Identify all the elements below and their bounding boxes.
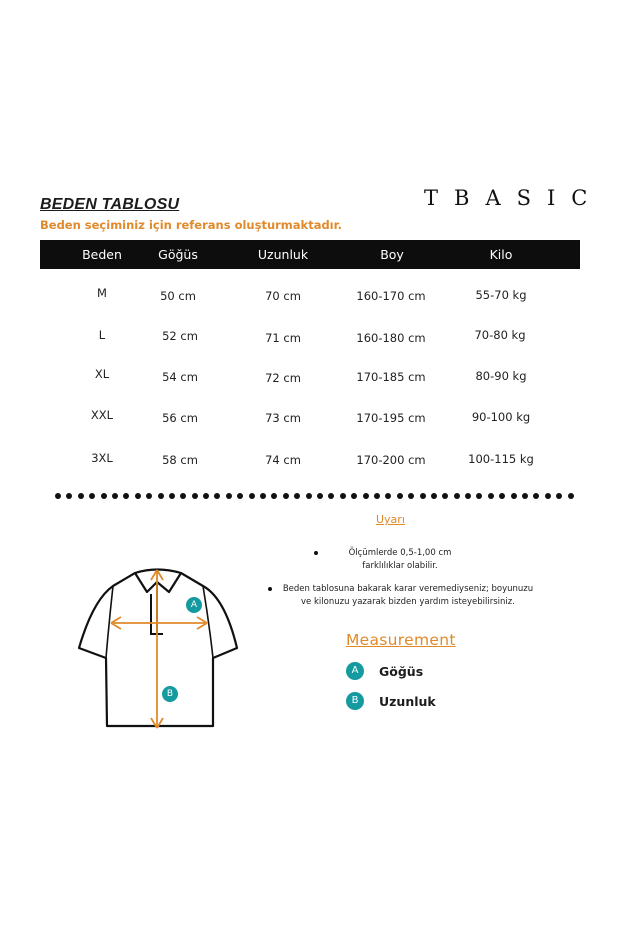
table-header [40,240,580,269]
warning-note-2-line-1: Beden tablosuna bakarak karar veremediyseniz; boyunuzu [282,584,534,594]
warning-note-1 [330,547,470,573]
divider-dot [556,493,562,499]
divider-dot [89,493,95,499]
table-cell-height: 170-195 cm [356,411,426,425]
divider-dot [385,493,391,499]
column-header-gogus: Göğüs [158,247,198,262]
divider-dot [180,493,186,499]
table-cell-length: 74 cm [265,453,301,467]
column-header-boy: Boy [380,247,404,262]
bullet-icon [314,551,318,555]
divider-dot [249,493,255,499]
divider-dot [488,493,494,499]
legend-label-chest: Göğüs [379,664,424,679]
divider-dot [408,493,414,499]
table-cell-size: XL [94,367,110,381]
divider-dot [454,493,460,499]
table-cell-weight: 55-70 kg [475,288,527,302]
divider-dot [465,493,471,499]
bullet-icon [268,587,272,591]
table-cell-weight: 70-80 kg [474,328,526,342]
divider-dot [533,493,539,499]
divider-dot [55,493,61,499]
measurement-title: Measurement [346,631,456,649]
divider-dot [214,493,220,499]
divider-dot [317,493,323,499]
divider-dot [226,493,232,499]
divider-dot [146,493,152,499]
warning-note-2 [276,583,540,609]
table-cell-length: 70 cm [265,289,301,303]
table-cell-height: 160-170 cm [356,289,426,303]
divider-dot [135,493,141,499]
divider-dot [78,493,84,499]
table-cell-height: 170-200 cm [356,453,426,467]
column-header-beden: Beden [82,247,122,262]
chest-badge: A [186,597,202,613]
divider-dot [397,493,403,499]
table-cell-length: 72 cm [265,371,301,385]
divider-dot [294,493,300,499]
warning-note-2-line-2: ve kilonuzu yazarak bizden yardım isteyebilirsiniz. [301,597,515,607]
divider-dot [158,493,164,499]
divider-dot [568,493,574,499]
divider-dot [431,493,437,499]
divider-dot [260,493,266,499]
divider-dot [340,493,346,499]
divider-dot [192,493,198,499]
divider-dot [351,493,357,499]
divider-dot [123,493,129,499]
brand-logo: TBASIC [424,186,604,210]
dotted-divider [55,485,575,499]
table-cell-height: 170-185 cm [356,370,426,384]
divider-dot [420,493,426,499]
table-cell-chest: 54 cm [162,370,198,384]
divider-dot [169,493,175,499]
divider-dot [328,493,334,499]
divider-dot [476,493,482,499]
legend-label-length: Uzunluk [379,694,436,709]
warning-note-1-line-1: Ölçümlerde 0,5-1,00 cm [348,548,452,558]
warning-title: Uyarı [376,513,405,526]
divider-dot [374,493,380,499]
divider-dot [271,493,277,499]
divider-dot [511,493,517,499]
shirt-illustration [75,562,250,732]
divider-dot [283,493,289,499]
divider-dot [545,493,551,499]
table-cell-chest: 56 cm [162,411,198,425]
divider-dot [499,493,505,499]
table-cell-length: 71 cm [265,331,301,345]
divider-dot [442,493,448,499]
legend-badge-a: A [346,662,364,680]
table-cell-size: L [98,328,106,342]
size-chart-subtitle: Beden seçiminiz için referans oluşturmaktadır. [40,218,343,232]
column-header-uzunluk: Uzunluk [257,247,309,262]
table-cell-size: 3XL [91,451,113,465]
table-cell-chest: 52 cm [162,329,198,343]
column-header-kilo: Kilo [489,247,513,262]
divider-dot [306,493,312,499]
table-cell-weight: 80-90 kg [475,369,527,383]
divider-dot [101,493,107,499]
table-cell-chest: 58 cm [162,453,198,467]
legend-badge-b: B [346,692,364,710]
table-cell-chest: 50 cm [160,289,196,303]
divider-dot [112,493,118,499]
size-chart-title: BEDEN TABLOSU [40,196,180,213]
table-cell-height: 160-180 cm [356,331,426,345]
table-cell-weight: 90-100 kg [471,410,531,424]
divider-dot [237,493,243,499]
warning-note-1-line-2: farklılıklar olabilir. [362,561,438,571]
table-cell-size: M [97,286,107,300]
divider-dot [66,493,72,499]
table-cell-weight: 100-115 kg [468,452,534,466]
table-cell-size: XXL [90,408,114,422]
table-cell-length: 73 cm [265,411,301,425]
divider-dot [522,493,528,499]
divider-dot [203,493,209,499]
length-badge: B [162,686,178,702]
divider-dot [363,493,369,499]
